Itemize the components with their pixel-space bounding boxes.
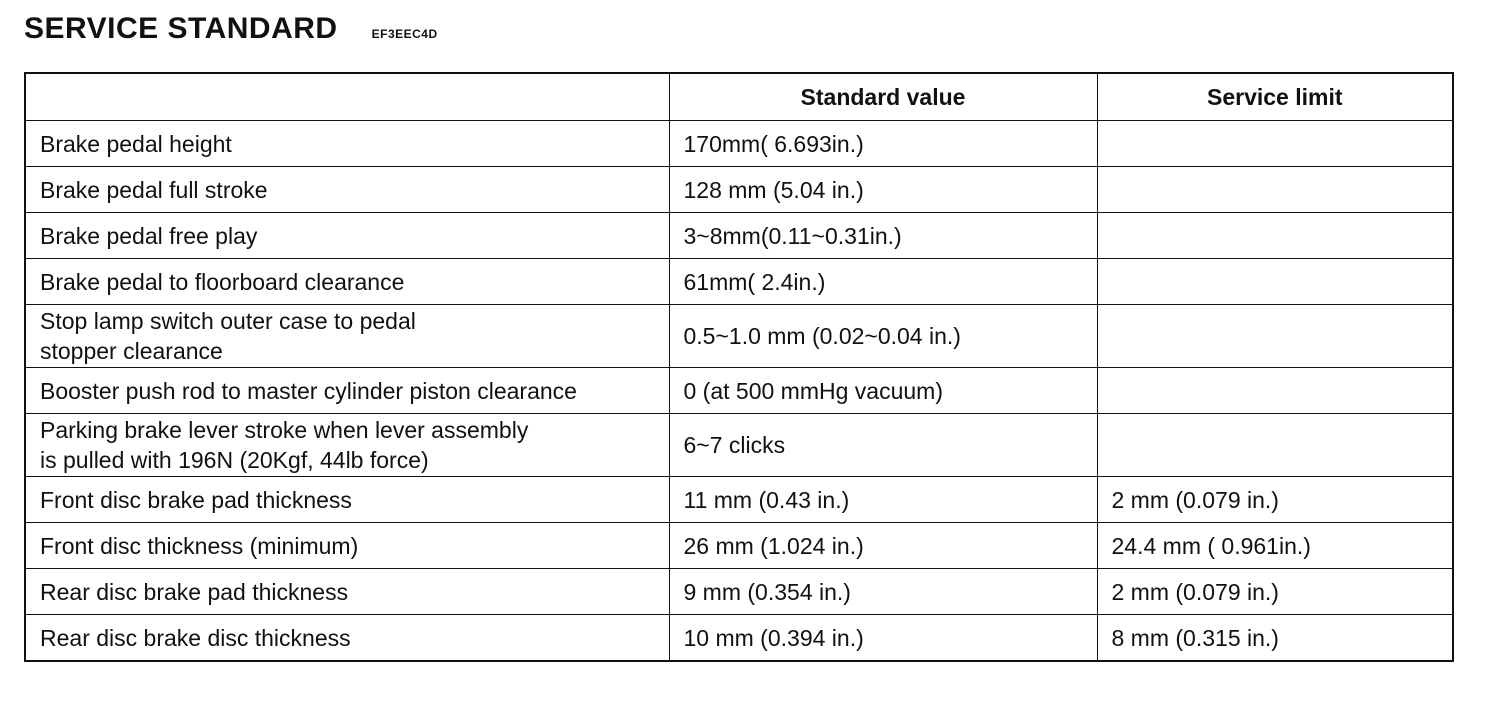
table-row: [25, 213, 1453, 259]
table-row: [25, 569, 1453, 615]
service-limit-cell: [1097, 167, 1453, 213]
standard-value-cell: 61mm( 2.4in.): [669, 259, 1097, 305]
standard-value-cell: 9 mm (0.354 in.): [669, 569, 1097, 615]
service-limit-cell: [1097, 259, 1453, 305]
parameter-text: Stop lamp switch outer case to pedal stopper clearance: [40, 308, 416, 364]
standard-value-cell: 170mm( 6.693in.): [669, 121, 1097, 167]
column-header-service-limit: Service limit: [1097, 73, 1453, 121]
column-header-standard-value: Standard value: [669, 73, 1097, 121]
column-header-parameter: [25, 73, 669, 121]
table-row: [25, 305, 1453, 368]
service-standard-table: [24, 72, 1454, 662]
service-limit-cell: 8 mm (0.315 in.): [1097, 615, 1453, 662]
service-limit-cell: 2 mm (0.079 in.): [1097, 477, 1453, 523]
standard-value-cell: 128 mm (5.04 in.): [669, 167, 1097, 213]
title-row: [24, 12, 438, 48]
table-row: [25, 259, 1453, 305]
parameter-cell: Brake pedal full stroke: [25, 167, 669, 213]
service-limit-cell: 24.4 mm ( 0.961in.): [1097, 523, 1453, 569]
parameter-cell: Booster push rod to master cylinder piston clearance: [25, 368, 669, 414]
service-limit-cell: [1097, 368, 1453, 414]
parameter-cell: [25, 414, 669, 477]
table-row: [25, 167, 1453, 213]
page-title: SERVICE STANDARD: [24, 12, 338, 45]
parameter-cell: Rear disc brake pad thickness: [25, 569, 669, 615]
parameter-cell: Front disc brake pad thickness: [25, 477, 669, 523]
table-row: [25, 477, 1453, 523]
parameter-text: Parking brake lever stroke when lever assembly is pulled with 196N (20Kgf, 44lb force): [40, 417, 529, 473]
standard-value-cell: 3~8mm(0.11~0.31in.): [669, 213, 1097, 259]
service-limit-cell: [1097, 213, 1453, 259]
service-limit-cell: [1097, 305, 1453, 368]
parameter-cell: Rear disc brake disc thickness: [25, 615, 669, 662]
table-row: [25, 615, 1453, 662]
table-row: [25, 121, 1453, 167]
document-code: EF3EEC4D: [371, 27, 438, 41]
parameter-cell: Brake pedal height: [25, 121, 669, 167]
parameter-cell: Front disc thickness (minimum): [25, 523, 669, 569]
parameter-cell: Brake pedal free play: [25, 213, 669, 259]
table-header-row: [25, 73, 1453, 121]
service-limit-cell: [1097, 121, 1453, 167]
standard-value-cell: 0.5~1.0 mm (0.02~0.04 in.): [669, 305, 1097, 368]
standard-value-cell: 11 mm (0.43 in.): [669, 477, 1097, 523]
service-limit-cell: [1097, 414, 1453, 477]
parameter-cell: Brake pedal to floorboard clearance: [25, 259, 669, 305]
table-row: [25, 523, 1453, 569]
table-row: [25, 414, 1453, 477]
standard-value-cell: 10 mm (0.394 in.): [669, 615, 1097, 662]
parameter-cell: [25, 305, 669, 368]
standard-value-cell: 26 mm (1.024 in.): [669, 523, 1097, 569]
table-row: [25, 368, 1453, 414]
standard-value-cell: 6~7 clicks: [669, 414, 1097, 477]
standard-value-cell: 0 (at 500 mmHg vacuum): [669, 368, 1097, 414]
service-limit-cell: 2 mm (0.079 in.): [1097, 569, 1453, 615]
